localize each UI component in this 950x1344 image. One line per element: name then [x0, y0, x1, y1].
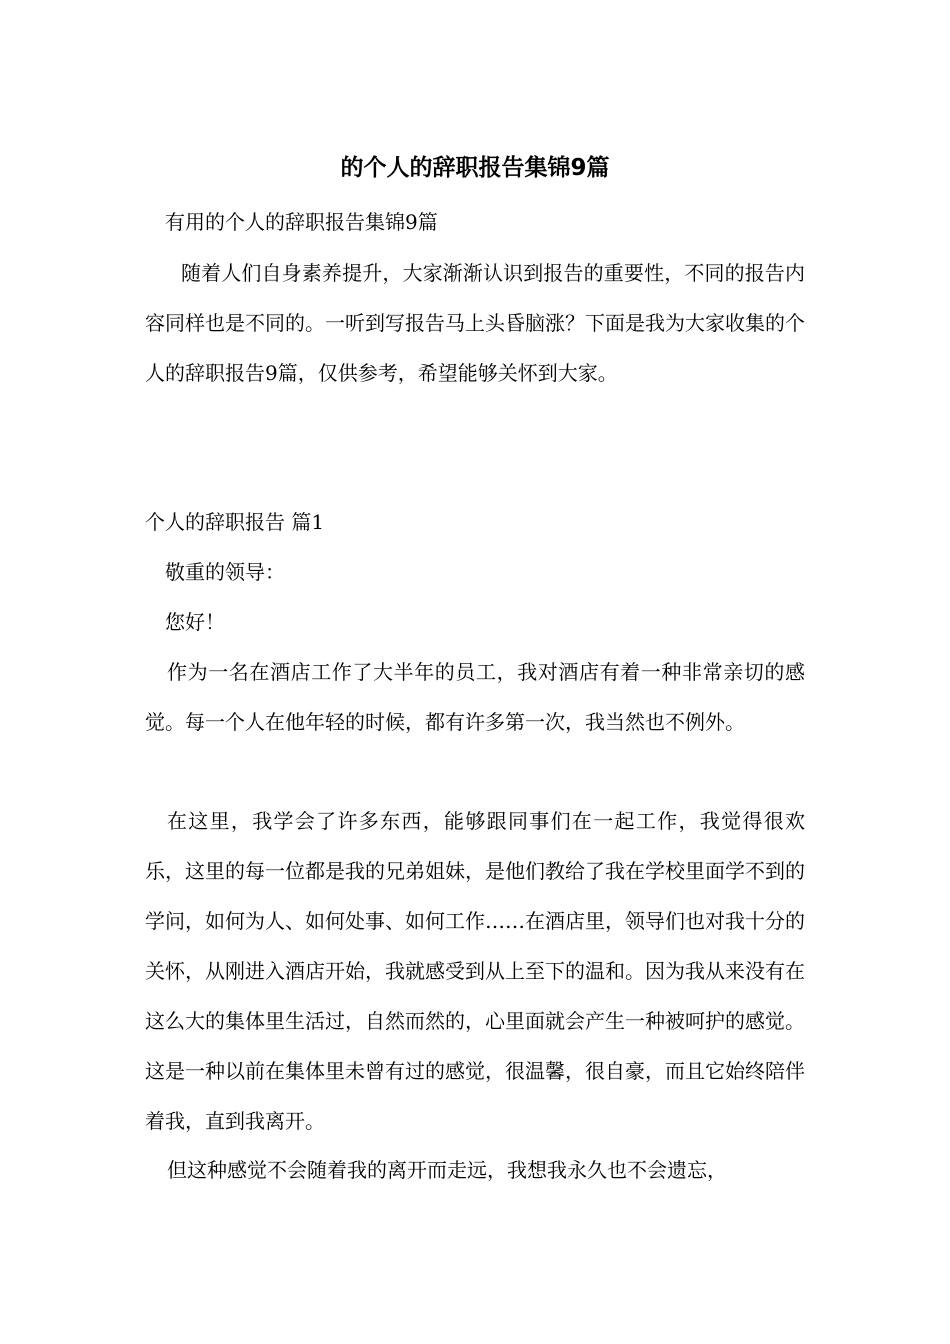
document-title: 的个人的辞职报告集锦9篇: [340, 155, 610, 181]
body-paragraph-1: 作为一名在酒店工作了大半年的员工，我对酒店有着一种非常亲切的感觉。每一个人在他年轻的时候，都有许多第一次，我当然也不例外。: [145, 660, 805, 734]
body-paragraph-2: 在这里，我学会了许多东西，能够跟同事们在一起工作，我觉得很欢乐，这里的每一位都是我的兄弟姐妹，是他们教给了我在学校里面学不到的学问，如何为人、如何处事、如何工作……在酒店里，领导们也对我十分的关怀，从刚进入酒店开始，我就感受到从上至下的温和。因为我从来没有在这么大的集体里生活过，自然而然的，心里面就会产生一种被呵护的感觉。这是一种以前在集体里未曾有过的感觉，很温馨，很自豪，而且它始终陪伴着我，直到我离开。: [145, 809, 805, 1133]
salutation: 敬重的领导：: [165, 560, 285, 584]
section-heading: 个人的辞职报告 篇1: [145, 510, 325, 534]
document-subtitle: 有用的个人的辞职报告集锦9篇: [165, 210, 438, 234]
body-paragraph-3: 但这种感觉不会随着我的离开而走远，我想我永久也不会遗忘，: [167, 1158, 727, 1182]
intro-paragraph: 随着人们自身素养提升，大家渐渐认识到报告的重要性，不同的报告内容同样也是不同的。一听到写报告马上头昏脑涨？下面是我为大家收集的个人的辞职报告9篇，仅供参考，希望能够关怀到大家。: [145, 261, 805, 385]
greeting: 您好！: [165, 610, 225, 634]
